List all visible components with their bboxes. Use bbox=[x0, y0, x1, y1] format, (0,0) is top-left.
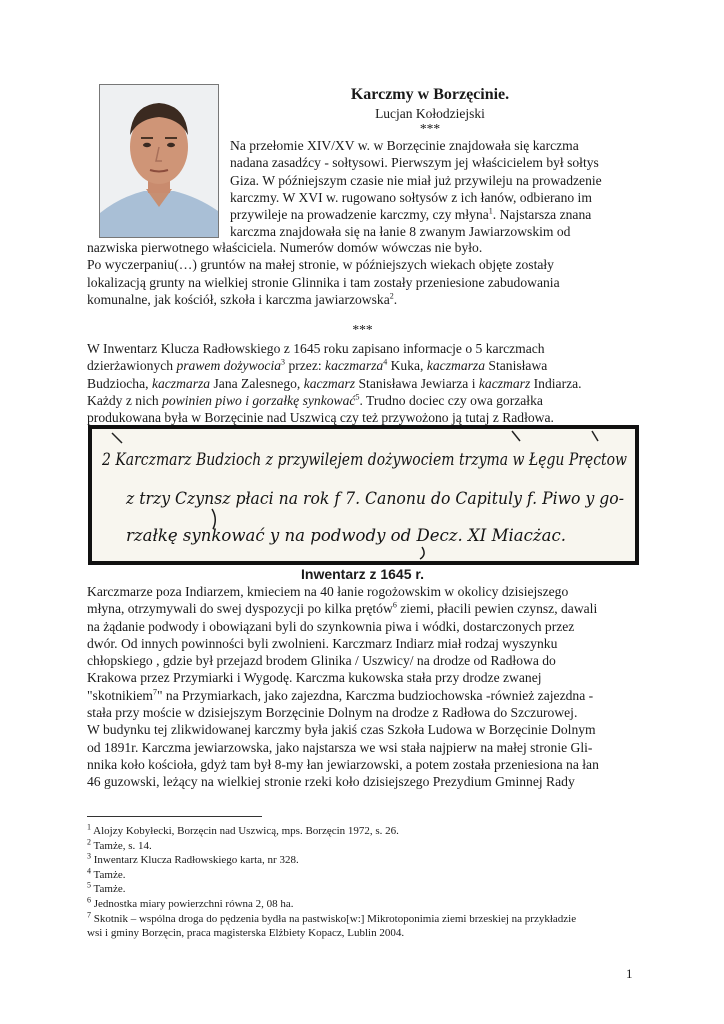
footnote-divider bbox=[87, 816, 262, 817]
section-separator: *** bbox=[352, 322, 373, 337]
footnote: $^6$ Jednostka miary powierzchni równa 2, 08 ha. bbox=[87, 895, 294, 910]
footnote-ref[interactable]: 1 bbox=[488, 206, 493, 216]
footnote-continuation: wsi i gminy Borzęcin, praca magisterska Elżbiety Kopacz, Lublin 2004. bbox=[87, 927, 405, 940]
handwriting-image bbox=[92, 429, 635, 561]
figure-caption: Inwentarz z 1645 r. bbox=[301, 566, 424, 582]
paragraph-4: Karczmarze poza Indiarzem, kmieciem na 40 łanie rogożowskim w okolicy dzisiejszego młyna, otrzymywali do swej dyspozycji po kilka prętów$^6$ ziemi, płacili pewien czynsz, dawali na żądanie podwody i obowiązani byli do szynkownia piwa i wódki, dostarczonych przez dwór. Od innych powinności byli zwolnieni. Karczmarz Indiarz miał rodzaj wyszynku chłopskiego , gdzie był przejazd brodem Glinika / Uszwicy/ na drodze od Radłowa do Krakowa przez Przymiarki i Wygodę. Karczma kukowska stała przy drodze zwanej "skotnikiem$^7$" na Przymiarkach, jako zajezdna, Karczma budziochowska -również zajezdna - stała przy moście w dzisiejszym Borzęcinie Dolnym na drodze z Radłowa do Szczurowej. W budynku tej zlikwidowanej karczmy była jakiś czas Szkoła Ludowa w Borzęcinie Dolnym od 1891r. Karczma jewiarzowska, jako najstarsza we wsi stała najpierw na małej stronie Gli- nnika koło kościoła, gdyż tam był 8-my łan jewiarzowski, a potem została przeniesiona na łan 46 guzowski, leżący na wielkiej stronie rzeki koło dzisiejszego Prezydium Gminnej Rady bbox=[87, 584, 599, 790]
footnote: $^4$ Tamże. bbox=[87, 866, 126, 881]
footnote: $^1$ Alojzy Kobyłecki, Borzęcin nad Uszwicą, mps. Borzęcin 1972, s. 26. bbox=[87, 822, 399, 837]
author-name: Lucjan Kołodziejski bbox=[375, 106, 485, 121]
footnote-ref[interactable]: 3 bbox=[281, 357, 286, 367]
footnote-ref[interactable]: 5 bbox=[355, 392, 360, 402]
footnote-ref[interactable]: 7 bbox=[152, 687, 157, 697]
manuscript-line-2: z trzy Czynsz płaci na rok f 7. Canonu do Capituly f. Piwo y go- bbox=[125, 489, 625, 509]
portrait-image bbox=[100, 85, 218, 237]
paragraph-3: W Inwentarz Klucza Radłowskiego z 1645 roku zapisano informacje o 5 karczmach dzierżawionych prawem dożywocia$^3$ przez: kaczmarza$^4$ Kuka, kaczmarza Stanisława Budziocha, kaczmarza Jana Zalesnego, kaczmarz Stanisława Jewiarza i kaczmarz Indiarza. Każdy z nich powinien piwo i gorzałkę synkować$^5$. Trudno dociec czy owa gorzałka produkowana była w Borzęcinie nad Uszwicą czy też przywożono ją tutaj z Radłowa. bbox=[87, 341, 582, 426]
page-number: 1 bbox=[626, 966, 633, 981]
section-separator: *** bbox=[419, 121, 441, 136]
paragraph-2: nazwiska pierwotnego właściciela. Numerów domów wówczas nie było. Po wyczerpaniu(…) gruntów na małej stronie, w późniejszych wiekach objęte zostały lokalizacją grunty na wielkiej stronie Glinnika i tam zostały przeniesione zabudowania komunalne, jak kościół, szkoła i karczma jawiarzowska$^2$. bbox=[87, 240, 560, 307]
manuscript-scan bbox=[88, 425, 639, 565]
paragraph-1: Na przełomie XIV/XV w. w Borzęcinie znajdowała się karczma nadana zasadźcy - sołtysowi. Pierwszym jej właścicielem był sołtys Giza. W późniejszym czasie nie miał już przywileju na prowadzenie karczmy. W XVI w. rugowano sołtysów z ich łanów, odbierano im przywileje na prowadzenie karczmy, czy młyna$^1$. Najstarsza znana karczma znajdowała się na łanie 8 zwanym Jawiarzowskim od bbox=[230, 138, 602, 240]
footnotes bbox=[87, 824, 647, 941]
footnote: $^3$ Inwentarz Klucza Radłowskiego karta, nr 328. bbox=[87, 851, 299, 867]
manuscript-line-1: 2 Karczmarz Budzioch z przywilejem dożywociem trzyma w Łęgu Pręctow bbox=[101, 450, 628, 470]
manuscript-line-3: rzałkę synkować y na podwody od Decz. XI Miacżac. bbox=[126, 526, 566, 546]
footnote-ref[interactable]: 2 bbox=[389, 291, 394, 301]
footnote-ref[interactable]: 6 bbox=[392, 600, 397, 610]
footnote: $^7$ Skotnik – wspólna droga do pędzenia bydła na pastwisko[w:] Mikrotoponimia ziemi brzeskiej na przykładzie bbox=[87, 909, 577, 925]
footnote-ref[interactable]: 4 bbox=[383, 357, 388, 367]
footnote: $^5$ Tamże. bbox=[87, 880, 126, 896]
footnote: $^2$ Tamże, s. 14. bbox=[87, 836, 152, 852]
author-photo bbox=[99, 84, 219, 238]
article-title: Karczmy w Borzęcinie. bbox=[350, 86, 510, 103]
